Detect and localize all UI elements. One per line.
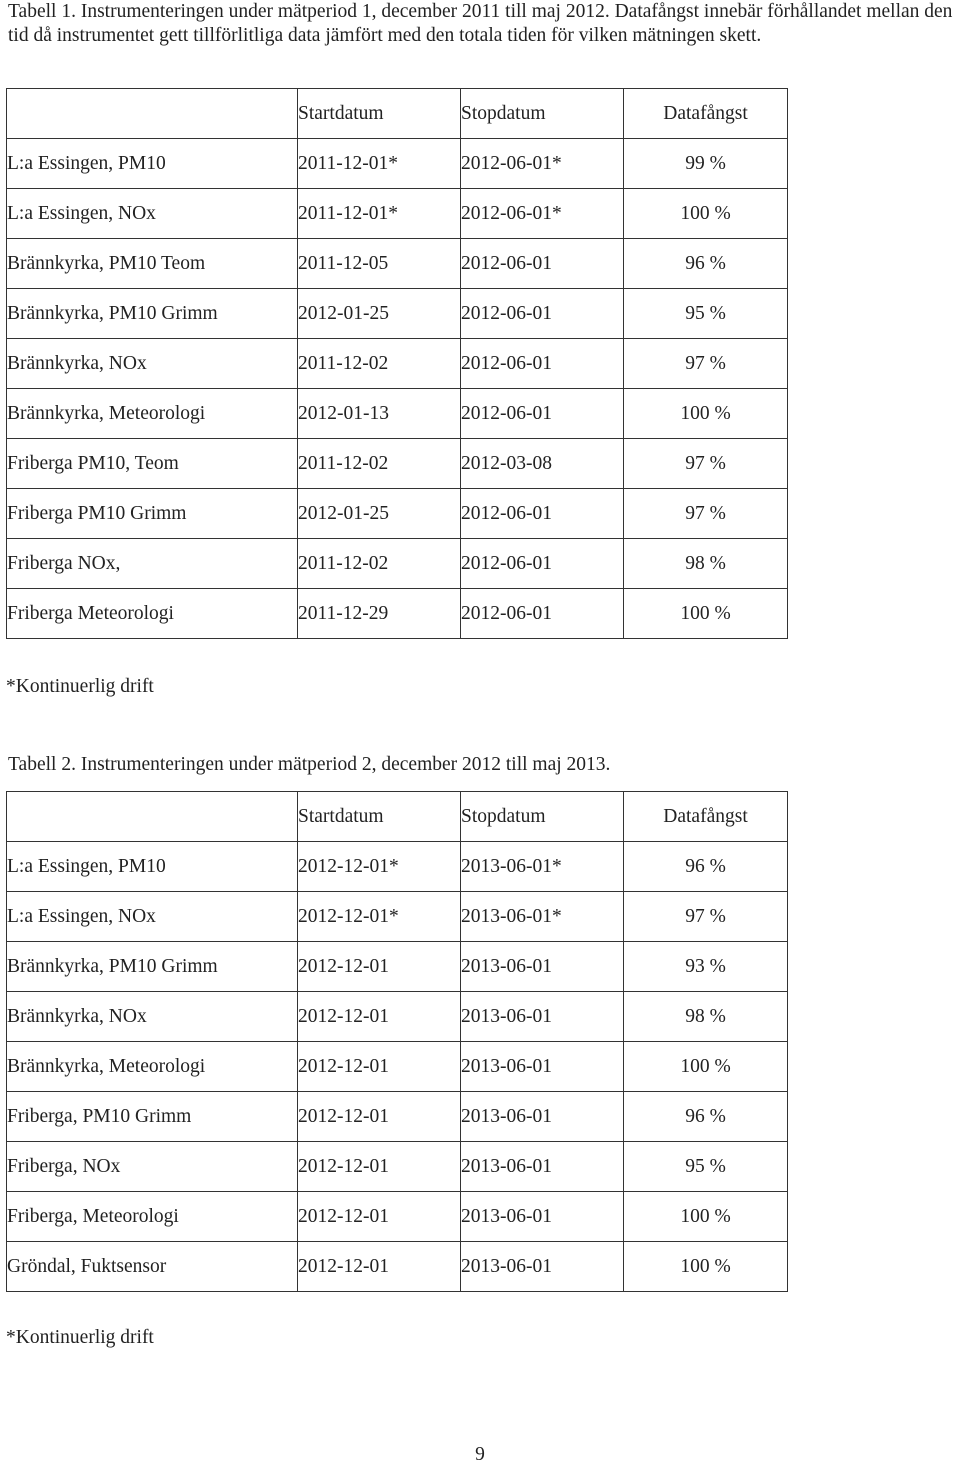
cell-datafangst: 100 % xyxy=(624,189,788,239)
cell-datafangst: 97 % xyxy=(624,439,788,489)
cell-startdatum: 2012-12-01 xyxy=(298,1192,461,1242)
cell-stopdatum: 2013-06-01 xyxy=(461,1042,624,1092)
cell-startdatum: 2012-01-25 xyxy=(298,289,461,339)
header-station xyxy=(7,792,298,842)
cell-station: Friberga, PM10 Grimm xyxy=(7,1092,298,1142)
cell-startdatum: 2012-01-25 xyxy=(298,489,461,539)
cell-startdatum: 2011-12-05 xyxy=(298,239,461,289)
cell-station: Friberga PM10 Grimm xyxy=(7,489,298,539)
cell-stopdatum: 2013-06-01 xyxy=(461,1192,624,1242)
cell-stopdatum: 2013-06-01 xyxy=(461,1092,624,1142)
cell-station: Friberga NOx, xyxy=(7,539,298,589)
table-row xyxy=(7,439,788,489)
table-row xyxy=(7,339,788,389)
cell-station: Friberga, NOx xyxy=(7,1142,298,1192)
cell-station: Brännkyrka, PM10 Grimm xyxy=(7,942,298,992)
cell-startdatum: 2012-01-13 xyxy=(298,389,461,439)
cell-stopdatum: 2012-06-01 xyxy=(461,589,624,639)
cell-stopdatum: 2012-06-01 xyxy=(461,289,624,339)
cell-startdatum: 2012-12-01 xyxy=(298,942,461,992)
cell-station: L:a Essingen, PM10 xyxy=(7,842,298,892)
cell-datafangst: 97 % xyxy=(624,489,788,539)
cell-datafangst: 95 % xyxy=(624,1142,788,1192)
page-number: 9 xyxy=(475,1444,485,1465)
header-stopdatum: Stopdatum xyxy=(461,792,624,842)
cell-station: Brännkyrka, NOx xyxy=(7,992,298,1042)
cell-station: Friberga, Meteorologi xyxy=(7,1192,298,1242)
cell-datafangst: 96 % xyxy=(624,1092,788,1142)
cell-datafangst: 99 % xyxy=(624,139,788,189)
table1-body xyxy=(7,139,788,639)
cell-station: L:a Essingen, PM10 xyxy=(7,139,298,189)
cell-stopdatum: 2012-06-01* xyxy=(461,139,624,189)
cell-stopdatum: 2013-06-01 xyxy=(461,1142,624,1192)
cell-station: Brännkyrka, Meteorologi xyxy=(7,1042,298,1092)
cell-datafangst: 98 % xyxy=(624,992,788,1042)
cell-stopdatum: 2013-06-01* xyxy=(461,842,624,892)
cell-startdatum: 2012-12-01 xyxy=(298,1092,461,1142)
cell-startdatum: 2012-12-01 xyxy=(298,1042,461,1092)
cell-stopdatum: 2013-06-01 xyxy=(461,1242,624,1292)
header-datafangst: Datafångst xyxy=(624,89,788,139)
table2-body xyxy=(7,842,788,1292)
header-startdatum: Startdatum xyxy=(298,792,461,842)
table-row xyxy=(7,1092,788,1142)
cell-datafangst: 97 % xyxy=(624,339,788,389)
table-header-row xyxy=(7,792,788,842)
table-row xyxy=(7,842,788,892)
table-row xyxy=(7,589,788,639)
cell-datafangst: 100 % xyxy=(624,1192,788,1242)
table-row xyxy=(7,189,788,239)
cell-startdatum: 2011-12-01* xyxy=(298,189,461,239)
cell-datafangst: 100 % xyxy=(624,1242,788,1292)
table1-footnote: *Kontinuerlig drift xyxy=(6,676,154,697)
table-row xyxy=(7,1192,788,1242)
table-row xyxy=(7,389,788,439)
cell-startdatum: 2012-12-01 xyxy=(298,1142,461,1192)
cell-stopdatum: 2012-06-01 xyxy=(461,339,624,389)
table-row xyxy=(7,992,788,1042)
cell-station: L:a Essingen, NOx xyxy=(7,189,298,239)
cell-startdatum: 2011-12-02 xyxy=(298,539,461,589)
cell-station: Brännkyrka, Meteorologi xyxy=(7,389,298,439)
cell-startdatum: 2011-12-29 xyxy=(298,589,461,639)
cell-datafangst: 100 % xyxy=(624,389,788,439)
cell-datafangst: 98 % xyxy=(624,539,788,589)
table-row xyxy=(7,892,788,942)
header-stopdatum: Stopdatum xyxy=(461,89,624,139)
cell-stopdatum: 2012-06-01 xyxy=(461,389,624,439)
cell-stopdatum: 2012-03-08 xyxy=(461,439,624,489)
cell-stopdatum: 2012-06-01 xyxy=(461,239,624,289)
cell-datafangst: 100 % xyxy=(624,589,788,639)
table2-caption: Tabell 2. Instrumenteringen under mätperiod 2, december 2012 till maj 2013. xyxy=(8,754,611,775)
header-datafangst: Datafångst xyxy=(624,792,788,842)
cell-startdatum: 2012-12-01* xyxy=(298,892,461,942)
cell-startdatum: 2011-12-02 xyxy=(298,339,461,389)
cell-startdatum: 2011-12-01* xyxy=(298,139,461,189)
cell-station: L:a Essingen, NOx xyxy=(7,892,298,942)
table-row xyxy=(7,1142,788,1192)
header-startdatum: Startdatum xyxy=(298,89,461,139)
table2-footnote: *Kontinuerlig drift xyxy=(6,1327,154,1348)
cell-station: Friberga PM10, Teom xyxy=(7,439,298,489)
cell-datafangst: 96 % xyxy=(624,239,788,289)
cell-datafangst: 93 % xyxy=(624,942,788,992)
cell-station: Brännkyrka, PM10 Teom xyxy=(7,239,298,289)
table2 xyxy=(6,791,788,1292)
table1-caption: Tabell 1. Instrumenteringen under mätperiod 1, december 2011 till maj 2012. Datafångst innebär förhållandet mellan den tid då instrumentet gett tillförlitliga data jämfört med den totala tiden för vilken mätningen skett. xyxy=(8,1,953,46)
table-row xyxy=(7,489,788,539)
cell-stopdatum: 2013-06-01 xyxy=(461,942,624,992)
cell-stopdatum: 2012-06-01 xyxy=(461,539,624,589)
table-row xyxy=(7,289,788,339)
table1 xyxy=(6,88,788,639)
cell-station: Brännkyrka, PM10 Grimm xyxy=(7,289,298,339)
table-row xyxy=(7,139,788,189)
cell-station: Gröndal, Fuktsensor xyxy=(7,1242,298,1292)
cell-datafangst: 100 % xyxy=(624,1042,788,1092)
cell-stopdatum: 2012-06-01 xyxy=(461,489,624,539)
cell-startdatum: 2011-12-02 xyxy=(298,439,461,489)
cell-station: Friberga Meteorologi xyxy=(7,589,298,639)
cell-datafangst: 95 % xyxy=(624,289,788,339)
table-row xyxy=(7,539,788,589)
cell-datafangst: 97 % xyxy=(624,892,788,942)
table-row xyxy=(7,942,788,992)
cell-stopdatum: 2012-06-01* xyxy=(461,189,624,239)
cell-stopdatum: 2013-06-01 xyxy=(461,992,624,1042)
table-header-row xyxy=(7,89,788,139)
cell-startdatum: 2012-12-01 xyxy=(298,1242,461,1292)
cell-stopdatum: 2013-06-01* xyxy=(461,892,624,942)
cell-station: Brännkyrka, NOx xyxy=(7,339,298,389)
header-station xyxy=(7,89,298,139)
table-row xyxy=(7,1242,788,1292)
cell-startdatum: 2012-12-01 xyxy=(298,992,461,1042)
table-row xyxy=(7,1042,788,1092)
table-row xyxy=(7,239,788,289)
cell-datafangst: 96 % xyxy=(624,842,788,892)
cell-startdatum: 2012-12-01* xyxy=(298,842,461,892)
